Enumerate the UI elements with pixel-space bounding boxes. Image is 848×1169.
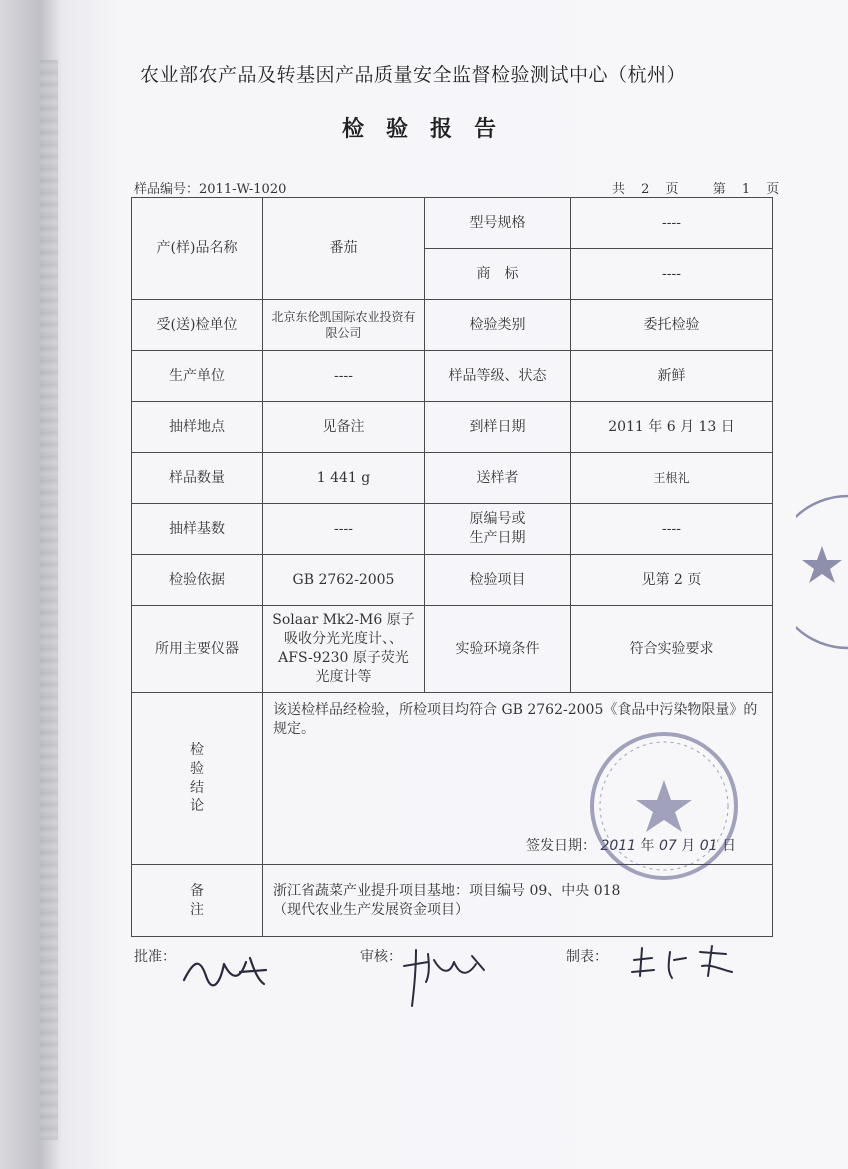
sample-number: 样品编号：2011-W-1020 (134, 182, 287, 197)
producer-label: 生产单位 (132, 351, 263, 402)
page-number: 第 1 页 (712, 182, 780, 197)
approve-label: 批准： (134, 949, 176, 965)
notes-line: 浙江省蔬菜产业提升项目基地：项目编号 09、中央 018 (273, 882, 621, 899)
product-name-label: 产(样)品名称 (132, 198, 263, 300)
orig-no-label-line: 生产日期 (469, 530, 526, 546)
arrival-date-value: 2011 年 6 月 13 日 (571, 402, 773, 453)
env-label: 实验环境条件 (425, 606, 571, 693)
notes-label-char: 备 (190, 882, 204, 899)
brand-label: 商 标 (425, 249, 571, 300)
sampling-place-label: 抽样地点 (132, 402, 263, 453)
official-seal-icon (586, 728, 742, 884)
issue-date-day-unit: 日 (722, 838, 736, 855)
table-row (132, 402, 773, 453)
table-row (132, 300, 773, 351)
instrument-label: 所用主要仪器 (132, 606, 263, 693)
items-label: 检验项目 (425, 555, 571, 606)
orig-no-label-line: 原编号或 (469, 511, 526, 528)
conclusion-label-char: 论 (190, 798, 204, 815)
notes-label (132, 865, 263, 937)
report-title: 检验报告 (341, 116, 518, 142)
inspect-type-value: 委托检验 (571, 300, 773, 351)
prepare-label: 制表： (566, 949, 608, 965)
env-value: 符合实验要求 (571, 606, 773, 693)
conclusion-label-char: 检 (190, 741, 204, 758)
conclusion-label-char: 验 (190, 760, 204, 777)
instrument-line: 光度计等 (315, 668, 372, 685)
inspect-type-label: 检验类别 (425, 300, 571, 351)
organization-title: 农业部农产品及转基因产品质量安全监督检验测试中心（杭州） (140, 64, 687, 86)
table-row (132, 606, 773, 693)
table-row (132, 453, 773, 504)
prepare-signature-icon (628, 942, 738, 982)
review-signature-icon (398, 940, 488, 1010)
scan-edge-shadow (40, 60, 58, 1140)
notes-label-char: 注 (190, 901, 204, 918)
base-value: ---- (263, 504, 425, 555)
conclusion-text: 该送检样品经检验，所检项目均符合 GB 2762-2005《食品中污染物限量》的规定。 (273, 702, 758, 737)
client-value: 北京东伦凯国际农业投资有限公司 (263, 300, 425, 351)
issue-date-day: 01 (699, 838, 718, 855)
orig-no-value: ---- (571, 504, 773, 555)
sender-label: 送样者 (425, 453, 571, 504)
model-value: ---- (571, 198, 773, 249)
basis-label: 检验依据 (132, 555, 263, 606)
table-row (132, 504, 773, 555)
sampling-place-value: 见备注 (263, 402, 425, 453)
total-pages: 共 2 页 (612, 182, 679, 197)
issue-date-month: 07 (658, 838, 677, 855)
conclusion-label (132, 693, 263, 865)
table-row (132, 555, 773, 606)
table-row (132, 351, 773, 402)
instrument-line: AFS-9230 原子荧光 (278, 650, 409, 666)
grade-value: 新鲜 (571, 351, 773, 402)
producer-value: ---- (263, 351, 425, 402)
quantity-value: 1 441 g (263, 453, 425, 504)
instrument-line: 吸收分光光度计、、 (284, 631, 403, 648)
base-label: 抽样基数 (132, 504, 263, 555)
orig-no-label (425, 504, 571, 555)
conclusion-label-char: 结 (190, 779, 204, 796)
side-seal-icon (796, 492, 848, 652)
items-value: 见第 2 页 (571, 555, 773, 606)
sender-value: 王根礼 (571, 453, 773, 504)
quantity-label: 样品数量 (132, 453, 263, 504)
issue-date-year: 2011 (600, 838, 637, 855)
notes-line: （现代农业生产发展资金项目） (273, 901, 469, 918)
arrival-date-label: 到样日期 (425, 402, 571, 453)
issue-date-label: 签发日期： (525, 838, 596, 855)
brand-value: ---- (571, 249, 773, 300)
client-label: 受(送)检单位 (132, 300, 263, 351)
product-name-value: 番茄 (263, 198, 425, 300)
issue-date-year-unit: 年 (640, 838, 655, 855)
basis-value: GB 2762-2005 (263, 555, 425, 606)
instrument-value (263, 606, 425, 693)
review-label: 审核： (360, 949, 402, 965)
page-info (612, 178, 779, 197)
table-row (132, 198, 773, 249)
approve-signature-icon (180, 950, 270, 990)
model-label: 型号规格 (425, 198, 571, 249)
instrument-line: Solaar Mk2-M6 原子 (272, 612, 415, 629)
issue-date-month-unit: 月 (681, 838, 696, 855)
grade-label: 样品等级、状态 (425, 351, 571, 402)
